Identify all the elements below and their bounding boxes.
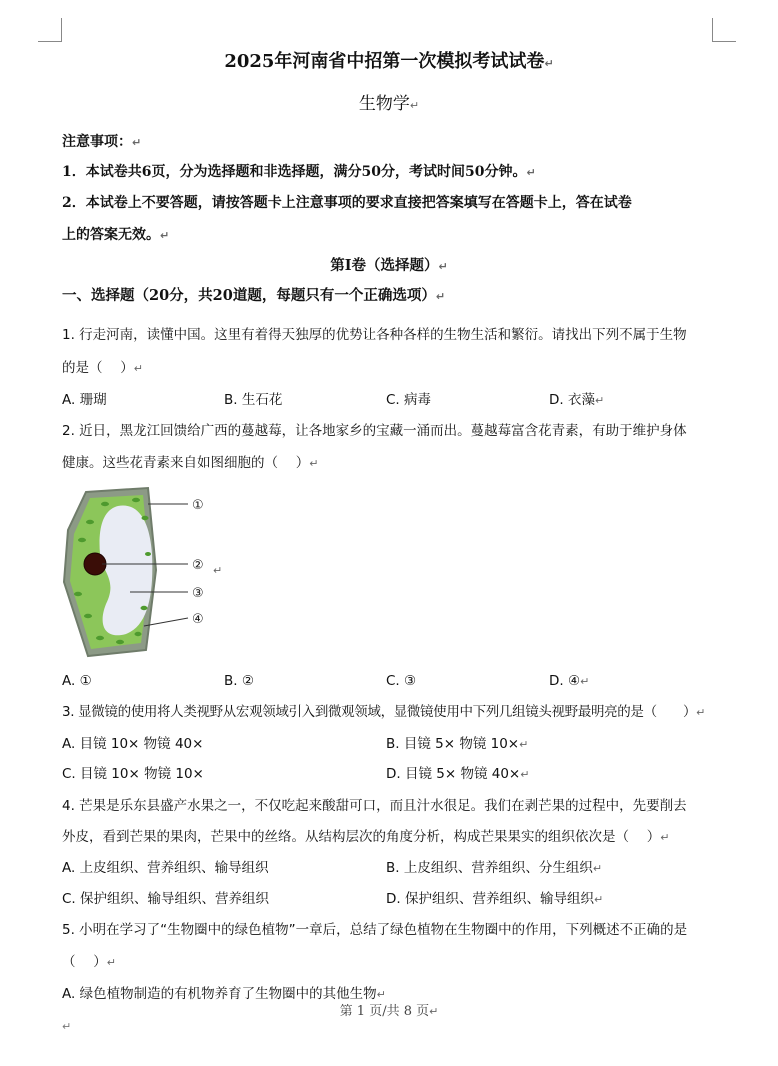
chloroplast: [135, 632, 142, 636]
q4-option-b: B. 上皮组织、营养组织、分生组织↵: [386, 860, 603, 876]
notice-item-1: 1．本试卷共6页，分为选择题和非选择题，满分50分，考试时间50分钟。↵: [62, 164, 536, 180]
figure-paragraph-mark: ↵: [213, 564, 223, 577]
figure-label-1: ①: [192, 498, 204, 513]
q2-option-d: D. ④↵: [549, 673, 590, 689]
page-footer: 第 1 页/共 8 页↵: [339, 1004, 439, 1019]
notice-heading: 注意事项：↵: [62, 134, 142, 150]
figure-label-4: ④: [192, 612, 204, 627]
q1-option-b: B. 生石花: [224, 392, 283, 408]
chloroplast: [101, 502, 109, 506]
chloroplast: [86, 520, 94, 524]
q1-option-c: C. 病毒: [386, 392, 432, 408]
question-2-line-1: 2. 近日，黑龙江回馈给广西的蔓越莓，让各地家乡的宝藏一涌而出。蔓越莓富含花青素，有助于维护身体: [62, 423, 687, 439]
question-4-line-1: 4. 芒果是乐东县盛产水果之一，不仅吃起来酸甜可口，而且汁水很足。我们在剥芒果的过程中，先要削去: [62, 798, 687, 814]
chloroplast: [141, 606, 148, 610]
chloroplast: [74, 592, 82, 596]
figure-label-3: ③: [192, 586, 204, 601]
chloroplast: [78, 538, 86, 542]
notice-item-2-line-2: 上的答案无效。↵: [62, 227, 170, 243]
chloroplast: [145, 552, 151, 556]
question-3-line-1: 3. 显微镜的使用将人类视野从宏观领域引入到微观领域，显微镜使用中下列几组镜头视野最明亮的是（ ）↵: [62, 704, 706, 720]
part-1-title: 第Ⅰ卷（选择题）↵: [330, 257, 448, 274]
question-4-line-2: 外皮，看到芒果的果肉，芒果中的丝络。从结构层次的角度分析，构成芒果果实的组织依次是（ ）↵: [62, 829, 670, 845]
q2-option-b: B. ②: [224, 673, 254, 689]
plant-cell-diagram: [60, 484, 223, 660]
q1-option-a: A. 珊瑚: [62, 392, 107, 408]
question-1-line-2: 的是（ ）↵: [62, 360, 144, 376]
q1-option-d: D. 衣藻↵: [549, 392, 605, 408]
crop-mark-top-left: [38, 18, 62, 42]
q3-option-c: C. 目镜 10× 物镜 10×: [62, 766, 204, 782]
chloroplast: [132, 498, 140, 502]
chloroplast: [142, 516, 149, 520]
q4-option-c: C. 保护组织、输导组织、营养组织: [62, 891, 270, 907]
chloroplast: [84, 614, 92, 618]
exam-title: 2025年河南省中招第一次模拟考试试卷↵: [224, 51, 554, 72]
paragraph-mark: ↵: [62, 1020, 72, 1033]
figure-label-2: ②: [192, 558, 204, 573]
q3-option-d: D. 目镜 5× 物镜 40×↵: [386, 766, 530, 782]
question-5-line-2: （ ）↵: [62, 954, 117, 970]
section-multiple-choice: 一、选择题（20分，共20道题，每题只有一个正确选项）↵: [62, 287, 446, 304]
q2-option-c: C. ③: [386, 673, 417, 689]
crop-mark-top-right: [712, 18, 736, 42]
chloroplast: [96, 636, 104, 640]
q2-option-a: A. ①: [62, 673, 92, 689]
chloroplast: [116, 640, 124, 644]
q5-option-a: A. 绿色植物制造的有机物养育了生物圈中的其他生物↵: [62, 986, 386, 1002]
exam-subject: 生物学↵: [358, 94, 420, 114]
notice-item-2-line-1: 2．本试卷上不要答题，请按答题卡上注意事项的要求直接把答案填写在答题卡上，答在试卷: [62, 195, 632, 211]
q3-option-b: B. 目镜 5× 物镜 10×↵: [386, 736, 529, 752]
question-1-line-1: 1. 行走河南，读懂中国。这里有着得天独厚的优势让各种各样的生物生活和繁衍。请找出下列不属于生物: [62, 327, 687, 343]
question-2-line-2: 健康。这些花青素来自如图细胞的（ ）↵: [62, 455, 319, 471]
q4-option-d: D. 保护组织、营养组织、输导组织↵: [386, 891, 604, 907]
q3-option-a: A. 目镜 10× 物镜 40×: [62, 736, 204, 752]
q4-option-a: A. 上皮组织、营养组织、输导组织: [62, 860, 269, 876]
question-5-line-1: 5. 小明在学习了“生物圈中的绿色植物”一章后，总结了绿色植物在生物圈中的作用，下列概述不正确的是: [62, 922, 688, 938]
